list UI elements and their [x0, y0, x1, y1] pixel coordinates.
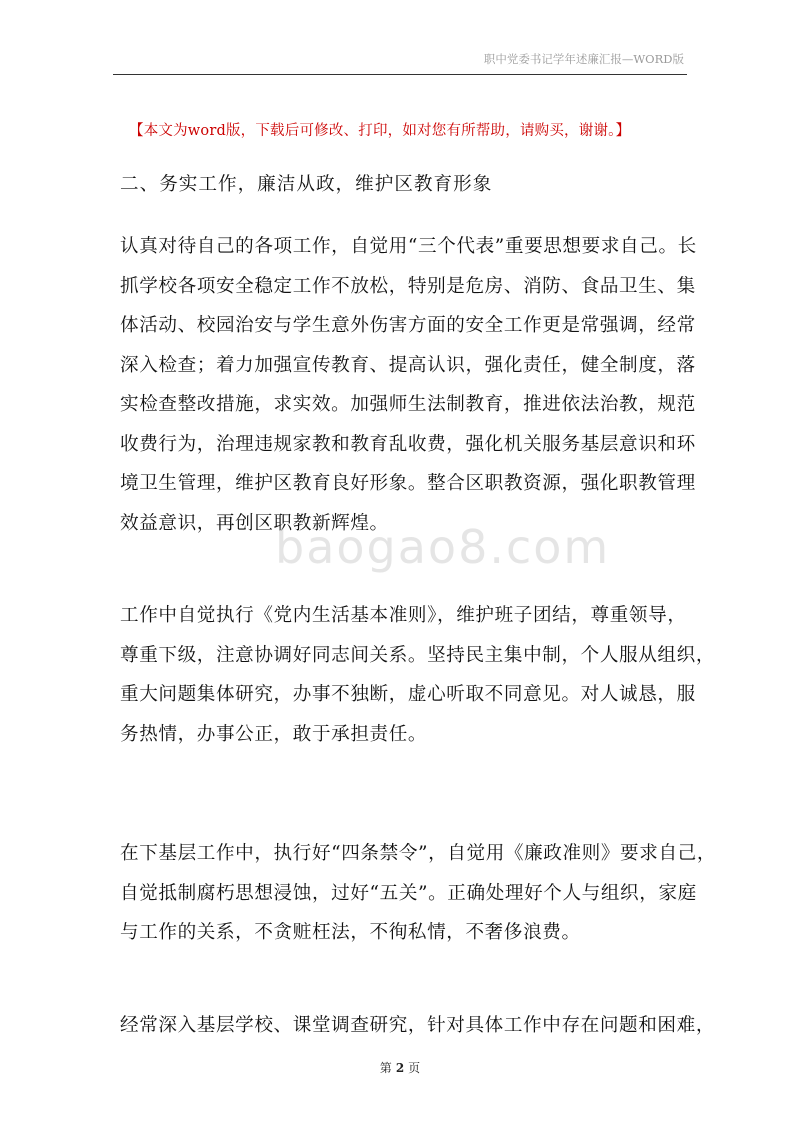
paragraph-line: 效益意识，再创区职教新辉煌。	[120, 512, 389, 534]
paragraph-line: 经常深入基层学校、课堂调查研究，针对具体工作中存在问题和困难，	[120, 1015, 716, 1036]
paragraph-line: 认真对待自己的各项工作，自觉用“三个代表”重要思想要求自己。长	[120, 236, 697, 257]
paragraph-line: 抓学校各项安全稳定工作不放松，特别是危房、消防、食品卫生、集	[120, 275, 696, 297]
paragraph-line: 实检查整改措施，求实效。加强师生法制教育，推进依法治教，规范	[120, 394, 696, 415]
paragraph-line: 务热情，办事公正，敢于承担责任。	[120, 723, 428, 745]
paragraph-line: 深入检查；着力加强宣传教育、提高认识，强化责任，健全制度，落	[120, 354, 696, 376]
paragraph-line: 体活动、校园治安与学生意外伤害方面的安全工作更是常强调，经常	[120, 315, 696, 336]
header-divider	[113, 74, 687, 75]
page-label-prefix: 第	[379, 1061, 392, 1075]
watermark-logo: baogao8.com	[275, 520, 611, 574]
paragraph-line: 重大问题集体研究，办事不独断，虚心听取不同意见。对人诚恳，服	[120, 684, 696, 705]
paragraph-1	[120, 227, 697, 543]
download-notice: 【本文为word版，下载后可修改、打印，如对您有所帮助，请购买，谢谢。】	[129, 123, 631, 139]
document-header-title: 职中党委书记学年述廉汇报—WORD版	[483, 52, 684, 66]
paragraph-3	[120, 834, 717, 953]
paragraph-line: 自觉抵制腐朽思想浸蚀，过好“五关”。正确处理好个人与组织，家庭	[120, 882, 697, 904]
page-footer	[0, 1059, 800, 1076]
paragraph-4	[120, 1006, 716, 1046]
paragraph-2	[120, 596, 716, 754]
paragraph-line: 工作中自觉执行《党内生活基本准则》，维护班子团结，尊重领导，	[120, 605, 687, 626]
paragraph-line: 收费行为，治理违规家教和教育乱收费，强化机关服务基层意识和环	[120, 433, 696, 455]
page-label-suffix: 页	[408, 1061, 421, 1075]
paragraph-line: 与工作的关系，不贪赃枉法，不徇私情，不奢侈浪费。	[120, 922, 581, 943]
paragraph-line: 在下基层工作中，执行好“四条禁令”，自觉用《廉政准则》要求自己，	[120, 843, 717, 864]
paragraph-line: 境卫生管理，维护区教育良好形象。整合区职教资源，强化职教管理	[120, 473, 696, 494]
section-heading: 二、务实工作，廉洁从政，维护区教育形象	[120, 174, 493, 195]
page-number: 2	[395, 1061, 405, 1075]
paragraph-line: 尊重下级，注意协调好同志间关系。坚持民主集中制，个人服从组织，	[120, 644, 716, 666]
